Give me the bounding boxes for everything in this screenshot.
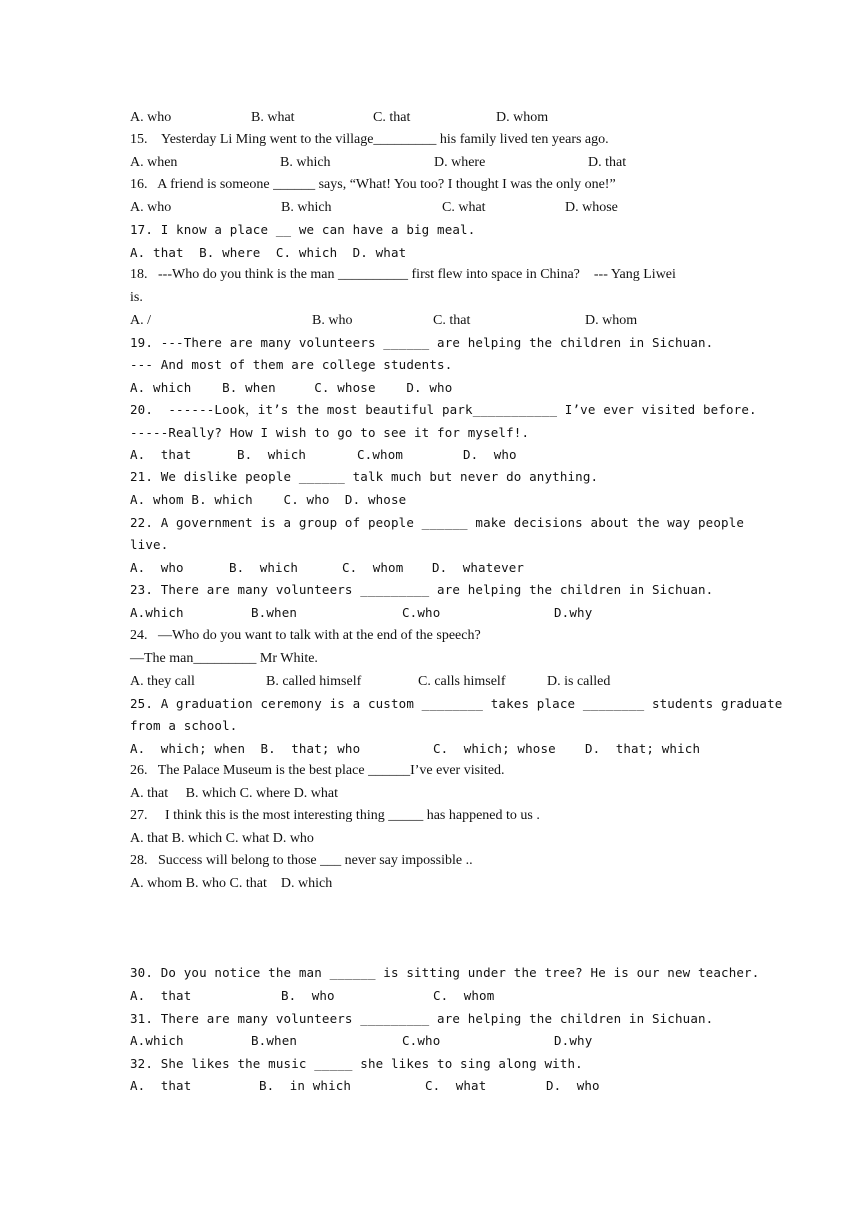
- text-line: 20. ------Look，it’s the most beautiful park___________ I’ve ever visited before.: [130, 402, 757, 417]
- text-line: 16. A friend is someone ______ says, “What! You too? I thought I was the only one!”: [130, 177, 616, 192]
- text-line: from a school.: [130, 718, 238, 733]
- text-line: A. which B. when C. whose D. who: [130, 380, 453, 395]
- answer-option: B. who: [312, 313, 353, 328]
- answer-option: B. who: [281, 988, 335, 1003]
- answer-option: C.whom: [357, 447, 404, 462]
- options-line: [130, 108, 750, 128]
- text-line: 32. She likes the music _____ she likes to sing along with.: [130, 1056, 583, 1071]
- text-line: 31. There are many volunteers _________ are helping the children in Sichuan.: [130, 1011, 714, 1026]
- text-line: 25. A graduation ceremony is a custom ________ takes place ________ students graduate: [130, 696, 783, 711]
- answer-option: C. what: [442, 200, 486, 215]
- answer-option: B. which: [281, 200, 332, 215]
- text-line: is.: [130, 290, 143, 305]
- answer-option: C.who: [402, 1033, 441, 1048]
- text-line: 23. There are many volunteers _________ are helping the children in Sichuan.: [130, 582, 714, 597]
- answer-option: C. calls himself: [418, 674, 506, 689]
- answer-option: B. which: [229, 560, 299, 575]
- text-line: 15. Yesterday Li Ming went to the village_________ his family lived ten years ago.: [130, 132, 609, 147]
- answer-option: C.who: [402, 605, 441, 620]
- answer-option: D.why: [554, 1033, 593, 1048]
- answer-option: B. what: [251, 110, 295, 125]
- options-line: [130, 558, 750, 578]
- answer-option: A. who: [130, 110, 172, 125]
- answer-option: D. whom: [496, 110, 549, 125]
- answer-option: A. who: [130, 200, 172, 215]
- text-line: --- And most of them are college students.: [130, 357, 453, 372]
- answer-option: B. which: [237, 447, 307, 462]
- options-line: [130, 153, 750, 173]
- text-line: 22. A government is a group of people ______ make decisions about the way people: [130, 515, 745, 530]
- text-line: 30. Do you notice the man ______ is sitting under the tree? He is our new teacher.: [130, 965, 760, 980]
- text-line: 27. I think this is the most interesting thing _____ has happened to us .: [130, 808, 540, 823]
- answer-option: C. that: [433, 313, 471, 328]
- text-line: A. that B. which C. what D. who: [130, 831, 314, 846]
- answer-option: B.when: [251, 1033, 298, 1048]
- options-line: [130, 1076, 750, 1096]
- answer-option: A. they call: [130, 674, 195, 689]
- answer-option: C. whom: [342, 560, 404, 575]
- text-line: -----Really? How I wish to go to see it for myself!.: [130, 425, 530, 440]
- text-line: A. that B. which C. where D. what: [130, 786, 339, 801]
- answer-option: D. whose: [565, 200, 618, 215]
- answer-option: A.which: [130, 1033, 184, 1048]
- text-line: 24. —Who do you want to talk with at the end of the speech?: [130, 628, 481, 643]
- text-line: A. that B. where C. which D. what: [130, 245, 407, 260]
- answer-option: B. in which: [259, 1078, 352, 1093]
- options-line: [130, 672, 750, 692]
- options-line: [130, 986, 750, 1006]
- answer-option: B.when: [251, 605, 298, 620]
- text-line: 19. ---There are many volunteers ______ are helping the children in Sichuan.: [130, 335, 714, 350]
- text-line: 28. Success will belong to those ___ never say impossible ..: [130, 853, 473, 868]
- text-line: A. whom B. who C. that D. which: [130, 876, 333, 891]
- answer-option: A. when: [130, 155, 178, 170]
- options-line: [130, 1031, 750, 1051]
- text-line: 21. We dislike people ______ talk much but never do anything.: [130, 469, 599, 484]
- answer-option: C. which; whose: [433, 741, 556, 756]
- options-line: [130, 603, 750, 623]
- answer-option: C. whom: [433, 988, 495, 1003]
- answer-option: D. who: [546, 1078, 600, 1093]
- options-line: [130, 311, 750, 331]
- answer-option: A. that: [130, 988, 192, 1003]
- text-line: A. whom B. which C. who D. whose: [130, 492, 407, 507]
- answer-option: B. called himself: [266, 674, 362, 689]
- answer-option: A. that: [130, 1078, 192, 1093]
- answer-option: A. /: [130, 313, 151, 328]
- answer-option: D. that: [588, 155, 627, 170]
- answer-option: D. who: [463, 447, 517, 462]
- answer-option: D. that; which: [585, 741, 701, 756]
- answer-option: D. whom: [585, 313, 638, 328]
- answer-option: A.which: [130, 605, 184, 620]
- answer-option: C. what: [425, 1078, 487, 1093]
- answer-option: B. which: [280, 155, 331, 170]
- answer-option: A. which; when B. that; who: [130, 741, 361, 756]
- text-line: 26. The Palace Museum is the best place ______I’ve ever visited.: [130, 763, 505, 778]
- options-line: [130, 445, 750, 465]
- answer-option: A. that: [130, 447, 192, 462]
- answer-option: A. who: [130, 560, 184, 575]
- text-line: 18. ---Who do you think is the man __________ first flew into space in China? --- Yang Liwei: [130, 267, 676, 282]
- text-line: 17. I know a place __ we can have a big meal.: [130, 222, 476, 237]
- answer-option: C. that: [373, 110, 411, 125]
- options-line: [130, 198, 750, 218]
- options-line: [130, 739, 750, 759]
- answer-option: D. where: [434, 155, 486, 170]
- text-line: —The man_________ Mr White.: [130, 651, 318, 666]
- answer-option: D.why: [554, 605, 593, 620]
- answer-option: D. whatever: [432, 560, 525, 575]
- answer-option: D. is called: [547, 674, 611, 689]
- text-line: live.: [130, 537, 169, 552]
